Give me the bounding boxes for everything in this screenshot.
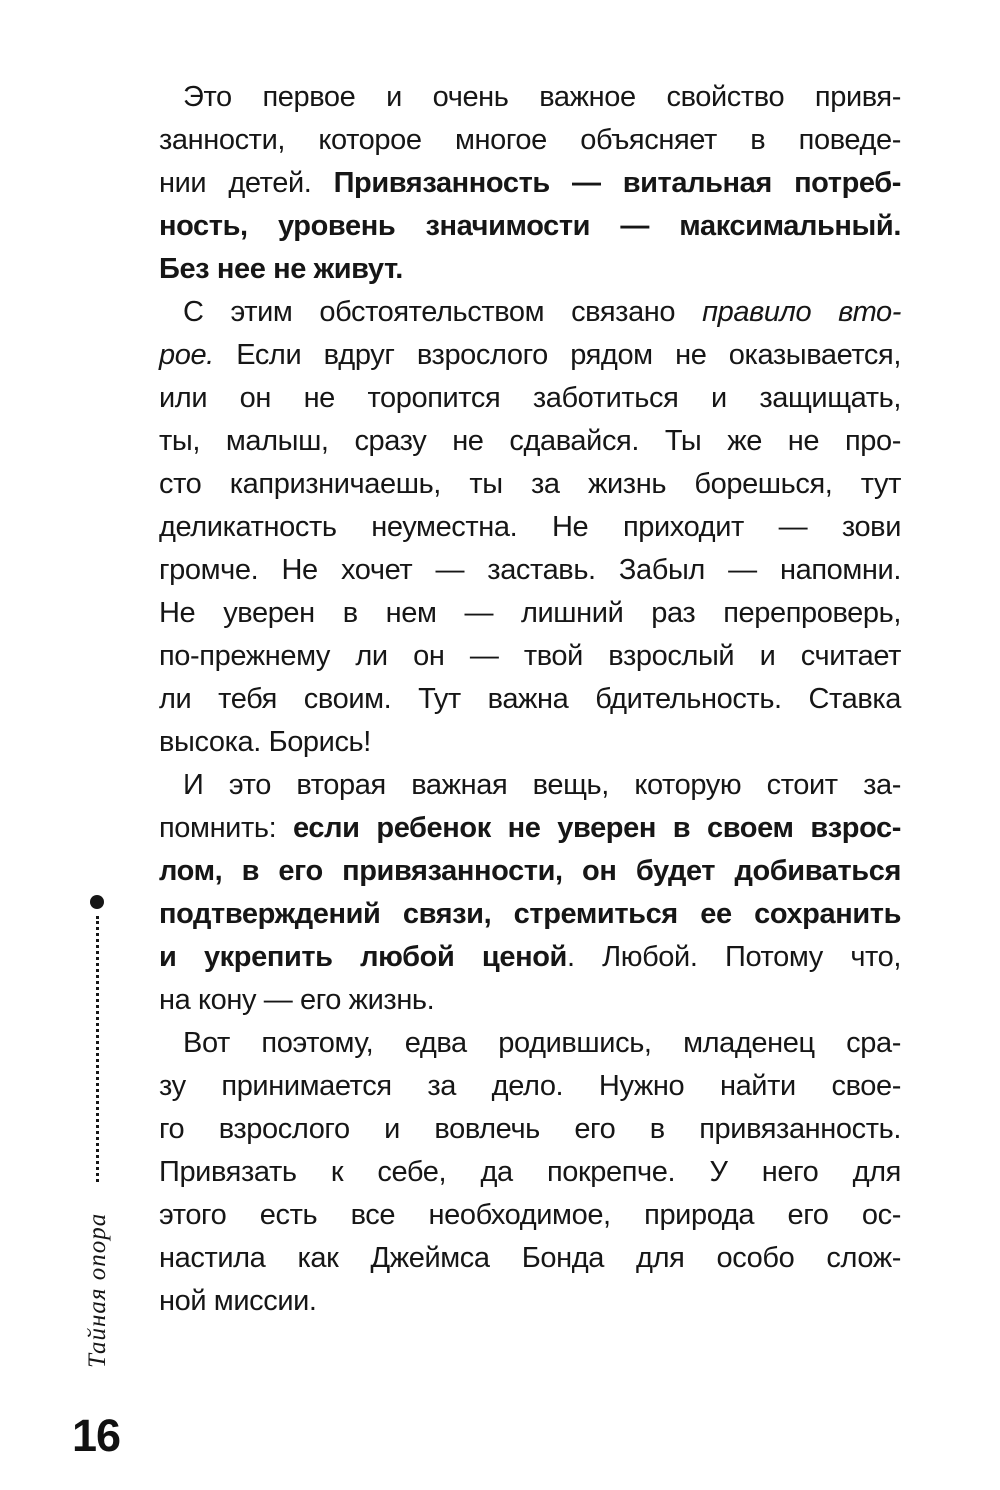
text-line: лом, в его привязанности, он будет добиваться: [159, 855, 901, 887]
text-line: громче. Не хочет — заставь. Забыл — напомни.: [159, 554, 901, 586]
text-line: го взрослого и вовлечь его в привязанность.: [159, 1113, 901, 1145]
text-line: на кону — его жизнь.: [159, 984, 435, 1016]
text-line: ли тебя своим. Тут важна бдительность. Ставка: [159, 683, 901, 715]
text-line: Не уверен в нем — лишний раз перепроверь,: [159, 597, 901, 629]
text-line: ность, уровень значимости — максимальный.: [159, 210, 901, 242]
page-text: [159, 76, 901, 1323]
text-line: Вот поэтому, едва родившись, младенец сра-: [183, 1027, 901, 1059]
text-line: С этим обстоятельством связано правило вто-: [183, 296, 901, 328]
margin-bullet-dot: [90, 895, 104, 909]
text-line: Это первое и очень важное свойство привя-: [183, 81, 901, 113]
text-line: настила как Джеймса Бонда для особо слож-: [159, 1242, 901, 1274]
text-line: или он не торопится заботиться и защищать,: [159, 382, 901, 414]
text-line: деликатность неуместна. Не приходит — зови: [159, 511, 901, 543]
page-number: 16: [72, 1410, 121, 1461]
text-line: ной миссии.: [159, 1285, 317, 1317]
text-line: занности, которое многое объясняет в поведе-: [159, 124, 901, 156]
text-line: высока. Борись!: [159, 726, 371, 758]
text-line: рое. Если вдруг взрослого рядом не оказывается,: [159, 339, 901, 371]
text-line: этого есть все необходимое, природа его ос-: [159, 1199, 901, 1231]
text-line: и укрепить любой ценой. Любой. Потому что,: [159, 941, 901, 973]
text-line: ты, малыш, сразу не сдавайся. Ты же не про-: [159, 425, 901, 457]
text-line: И это вторая важная вещь, которую стоит за-: [183, 769, 901, 801]
text-line: по-прежнему ли он — твой взрослый и считает: [159, 640, 901, 672]
text-line: подтверждений связи, стремиться ее сохранить: [159, 898, 901, 930]
text-line: Без нее не живут.: [159, 253, 403, 285]
margin-book-title: Тайная опора: [84, 1212, 111, 1368]
text-line: Привязать к себе, да покрепче. У него для: [159, 1156, 901, 1188]
text-line: зу принимается за дело. Нужно найти свое-: [159, 1070, 901, 1102]
margin-dotted-line: [96, 916, 99, 1182]
text-line: помнить: если ребенок не уверен в своем взрос-: [159, 812, 901, 844]
text-line: сто капризничаешь, ты за жизнь борешься, тут: [159, 468, 901, 500]
text-line: нии детей. Привязанность — витальная потреб-: [159, 167, 902, 199]
